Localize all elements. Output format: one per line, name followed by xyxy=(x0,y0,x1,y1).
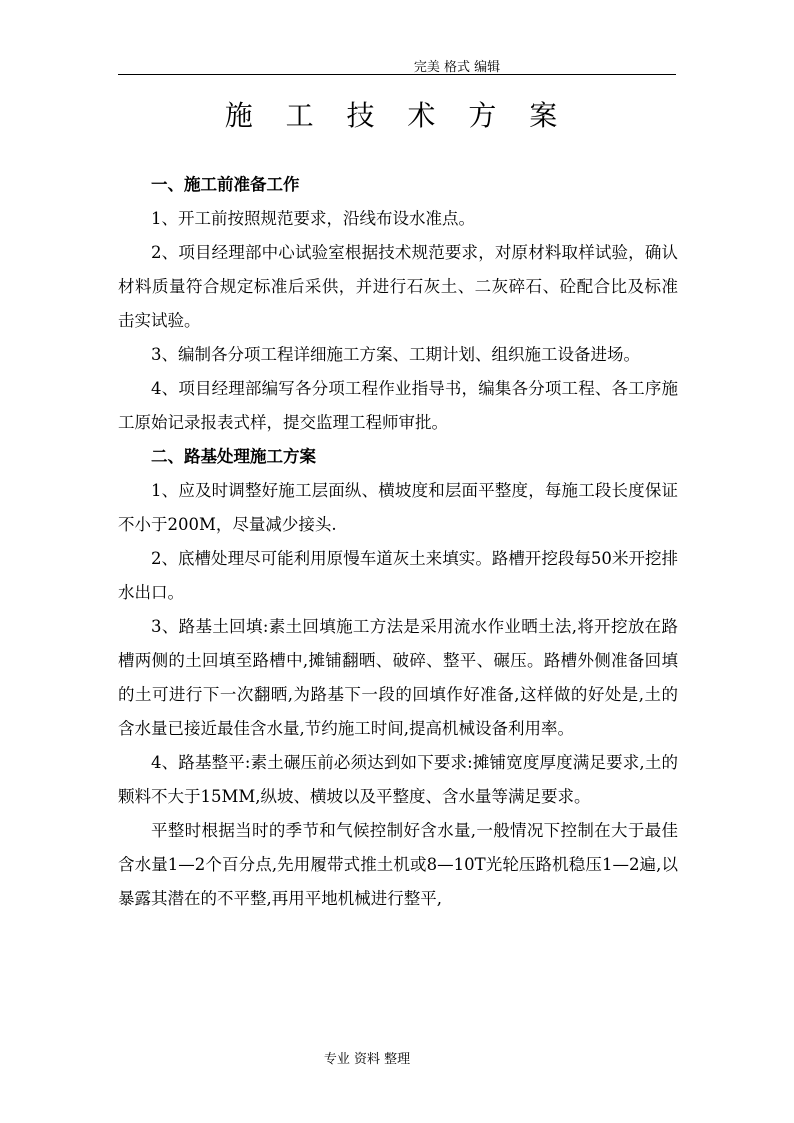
paragraph: 1、应及时调整好施工层面纵、横坡度和层面平整度，每施工段长度保证不小于200M，尽量减少接头. xyxy=(118,481,678,534)
paragraph: 2、项目经理部中心试验室根据技术规范要求，对原材料取样试验，确认材料质量符合规定标准后采供，并进行石灰土、二灰碎石、砼配合比及标准击实试验。 xyxy=(118,243,678,330)
paragraph: 平整时根据当时的季节和气候控制好含水量,一般情况下控制在大于最佳含水量1—2个百分点,先用履带式推土机或8—10T光轮压路机稳压1—2遍,以暴露其潜在的不平整,再用平地机械进行整平, xyxy=(118,821,678,908)
paragraph: 3、路基土回填:素土回填施工方法是采用流水作业晒土法,将开挖放在路槽两侧的土回填至路槽中,摊铺翻晒、破碎、整平、碾压。路槽外侧准备回填的土可进行下一次翻晒,为路基下一段的回填作好准备,这样做的好处是,土的含水量已接近最佳含水量,节约施工时间,提高机械设备利用率。 xyxy=(118,617,678,738)
paragraph: 4、项目经理部编写各分项工程作业指导书，编集各分项工程、各工序施工原始记录报表式样，提交监理工程师审批。 xyxy=(118,379,678,432)
page-header-text: 完美 格式 编辑 xyxy=(413,60,501,75)
paragraph: 2、底槽处理尽可能利用原慢车道灰土来填实。路槽开挖段每50米开挖排水出口。 xyxy=(118,549,678,602)
paragraph: 1、开工前按照规范要求，沿线布设水准点。 xyxy=(151,209,475,228)
paragraph: 4、路基整平:素土碾压前必须达到如下要求:摊铺宽度厚度满足要求,土的颗料不大于15MM,纵坡、横坡以及平整度、含水量等满足要求。 xyxy=(118,753,678,806)
paragraph: 3、编制各分项工程详细施工方案、工期计划、组织施工设备进场。 xyxy=(151,345,640,364)
document-body xyxy=(118,168,678,916)
document-title: 施 工 技 术 方 案 xyxy=(224,99,570,132)
section-heading: 二、路基处理施工方案 xyxy=(151,447,316,466)
header-rule xyxy=(118,74,676,75)
section-heading: 一、施工前准备工作 xyxy=(151,175,300,194)
page-footer-text: 专业 资料 整理 xyxy=(323,1052,411,1067)
